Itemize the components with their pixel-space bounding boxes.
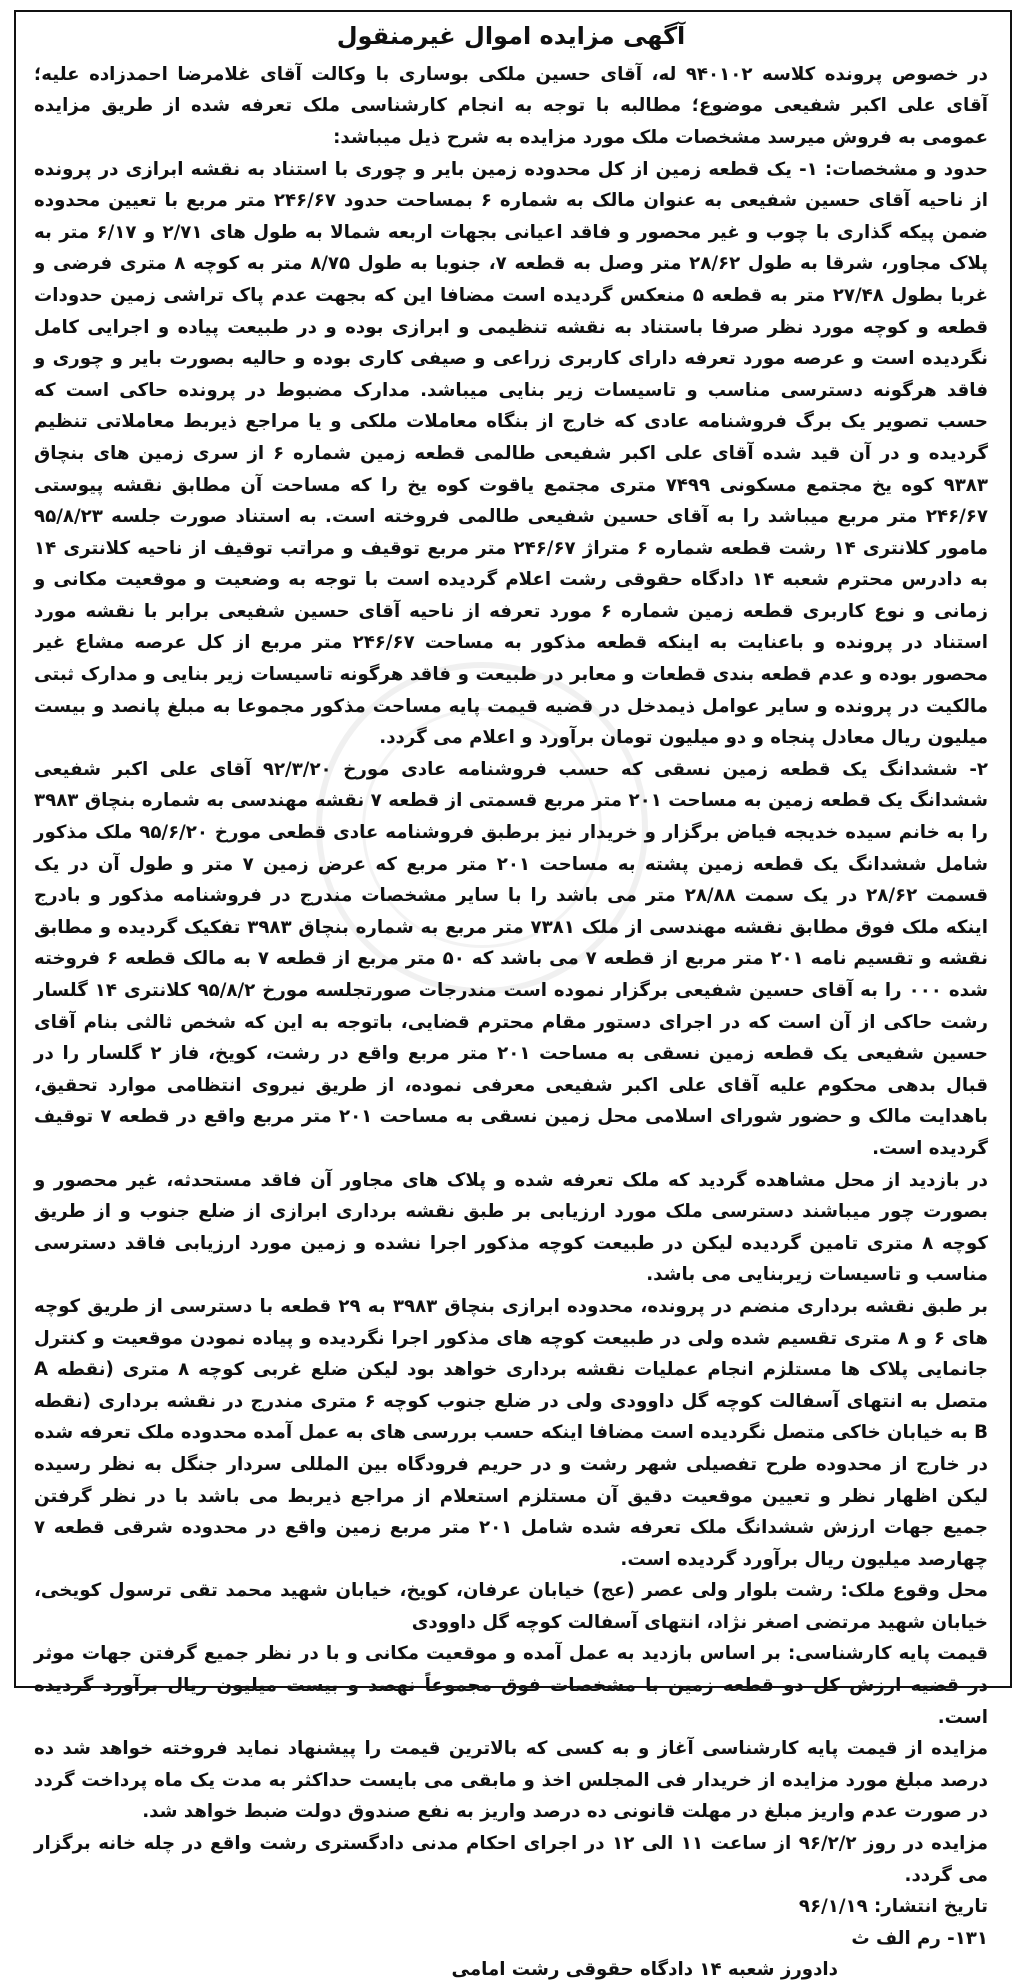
publish-date: تاریخ انتشار: ۹۶/۱/۱۹ xyxy=(798,1896,988,1918)
notice-footer xyxy=(34,1891,988,1986)
auction-terms-paragraph: مزایده از قیمت پایه کارشناسی آغاز و به کسی که بالاترین قیمت را پیشنهاد نماید فروخته خواهد شد ده درصد مبلغ مورد مزایده از خریدار فی المجلس اخذ و مابقی می بایست حداکثر به مدت یک ماه پرداخت گردد در صورت عدم واریز مبلغ در مهلت قانونی ده درصد واریز به نفع صندوق دولت ضبط خواهد شد. xyxy=(34,1738,988,1823)
survey-paragraph: بر طبق نقشه برداری منضم در پرونده، محدوده ابرازی بنچاق ۳۹۸۳ به ۲۹ قطعه با دسترسی از طریق کوچه های ۶ و ۸ متری تقسیم شده ولی در طبیعت کوچه های مذکور اجرا نگردیده و پیاده نمودن موقعیت و کنترل جانمایی پلاک ها مستلزم انجام عملیات نقشه برداری خواهد بود لیکن ضلع غربی کوچه ۸ متری (نقطه A متصل به انتهای آسفالت کوچه گل داوودی ولی در ضلع جنوب کوچه ۶ متری مندرج در نقشه برداری (نقطه B به خیابان خاکی متصل نگردیده است مضافا اینکه حسب بررسی های به عمل آمده محدوده ملک تعرفه شده در خارج از محدوده طرح تفصیلی شهر رشت و در حریم فرودگاه بین المللی سردار جنگل به نظر رسیده لیکن اظهار نظر و تعیین موقعیت دقیق آن مستلزم استعلام از مراجع ذیربط می باشد با در نظر گرفتن جمیع جهات ارزش ششدانگ ملک تعرفه شده شامل ۲۰۱ متر مربع زمین واقع در محدوده شرقی قطعه ۷ چهارصد میلیون ریال برآورد گردیده است. xyxy=(34,1295,988,1570)
site-visit-paragraph: در بازدید از محل مشاهده گردید که ملک تعرفه شده و پلاک های مجاور آن فاقد مستحدثه، غیر محصور و بصورت چور میباشند دسترسی ملک مورد ارزیابی بر طبق نقشه برداری ابرازی از ضلع جنوب و از طریق کوچه ۸ متری تامین گردیده لیکن در طبیعت کوچه مذکور اجرا نشده و زمین مورد ارزیابی فاقد دسترسی مناسب و تاسیسات زیربنایی می باشد. xyxy=(34,1169,989,1286)
notice-title: آگهی مزایده اموال غیرمنقول xyxy=(336,22,686,50)
location-paragraph: محل وقوع ملک: رشت بلوار ولی عصر (عج) خیابان عرفان، کویخ، خیابان شهید محمد تقی ترسول کویخی، خیابان شهید مرتضی اصغر نژاد، انتهای آسفالت کوچه گل داوودی xyxy=(34,1580,988,1633)
auction-notice xyxy=(14,10,1012,1981)
property-1-paragraph: حدود و مشخصات: ۱- یک قطعه زمین از کل محدوده زمین بایر و چوری با استناد به نقشه ابرازی در پرونده از ناحیه آقای حسین شفیعی به عنوان مالک به شماره ۶ بمساحت حدود ۲۴۶/۶۷ متر مربع با تعیین محدوده ضمن پیکه گذاری با چوب و غیر محصور و فاقد اعیانی بجهات اربعه شمالا به طول های ۲/۷۱ و ۶/۱۷ متر به پلاک مجاور، شرقا به طول ۲۸/۶۲ متر وصل به قطعه ۷، جنوبا به طول ۸/۷۵ متر به کوچه ۸ متری فرضی و غربا بطول ۲۷/۴۸ متر به قطعه ۵ منعکس گردیده است مضافا این که بجهت عدم پاک تراشی زمین حدودات قطعه و کوچه مورد نظر صرفا باستناد به نقشه تنظیمی و ابرازی بوده و در طبیعت پیاده و اجرایی کامل نگردیده است و عرصه مورد تعرفه دارای کاربری زراعی و صیفی کاری بوده و حالیه بصورت بایر و چوری و فاقد هرگونه دسترسی مناسب و تاسیسات زیر بنایی میباشد. مدارک مضبوط در پرونده حاکی است که حسب تصویر یک برگ فروشنامه عادی که خارج از بنگاه معاملات ملکی و یا مراجع ذیربط معاملاتی تنظیم گردیده و در آن قید شده آقای علی اکبر شفیعی طالمی قطعه زمین شماره ۶ از سری زمین های بنچاق ۹۳۸۳ کوه یخ مجتمع مسکونی ۷۴۹۹ متری مجتمع یاقوت کوه یخ را که مساحت آن مطابق نقشه پیوستی ۲۴۶/۶۷ متر مربع میباشد را به آقای حسین شفیعی طالمی فروخته است. به استناد صورت جلسه ۹۵/۸/۲۳ مامور کلانتری ۱۴ رشت قطعه شماره ۶ متراژ ۲۴۶/۶۷ متر مربع توقیف و مراتب توقیف از ناحیه کلانتری ۱۴ به دادرس محترم شعبه ۱۴ دادگاه حقوقی رشت اعلام گردیده است با توجه به وضعیت و موقعیت مکانی و زمانی و نوع کاربری قطعه زمین شماره ۶ مورد تعرفه از ناحیه آقای حسین شفیعی برابر با نقشه مورد استناد در پرونده و باعنایت به اینکه قطعه مذکور به مساحت ۲۴۶/۶۷ متر مربع از کل عرصه مشاع غیر محصور بوده و عدم قطعه بندی قطعات و معابر در طبیعت و فاقد هرگونه تاسیسات زیر بنایی و مدارک ثبتی مالکیت در پرونده و سایر عوامل ذیمدخل در قضیه قیمت پایه مساحت مذکور مجموعا به مبلغ پانصد و بیست میلیون ریال معادل پنجاه و دو میلیون تومان برآورد و اعلام می گردد. xyxy=(34,158,989,749)
intro-paragraph: در خصوص پرونده کلاسه ۹۴۰۱۰۲ له، آقای حسین ملکی بوساری با وکالت آقای غلامرضا احمدزاده علیه؛ آقای علی اکبر شفیعی موضوع؛ مطالبه با توجه به انجام کارشناسی ملک تعرفه شده از طریق مزایده عمومی به فروش میرسد مشخصات ملک مورد مزایده به شرح ذیل میباشد: xyxy=(34,63,988,148)
property-2-paragraph: ۲- ششدانگ یک قطعه زمین نسقی که حسب فروشنامه عادی مورخ ۹۲/۳/۲۰ آقای علی اکبر شفیعی ششدانگ یک قطعه زمین به مساحت ۲۰۱ متر مربع قسمتی از قطعه ۷ نقشه مهندسی به شماره بنچاق ۳۹۸۳ را به خانم سیده خدیجه فیاض برگزار و خریدار نیز برطبق فروشنامه عادی قطعی مورخ ۹۵/۶/۲۰ ملک مذکور شامل ششدانگ یک قطعه زمین پشته به مساحت ۲۰۱ متر مربع که عرض زمین ۷ متر و طول آن در یک قسمت ۲۸/۶۲ در یک سمت ۲۸/۸۸ متر می باشد را با سایر مشخصات مندرج در فروشنامه مذکور و بادرج اینکه ملک فوق مطابق نقشه مهندسی از ملک ۷۳۸۱ متر مربع به شماره بنچاق ۳۹۸۳ تفکیک گردیده و مطابق نقشه و تقسیم نامه ۲۰۱ متر مربع از قطعه ۷ می باشد که ۵۰ متر مربع از قطعه ۷ به مالک قطعه ۶ فروخته شده ۰۰۰ را به آقای حسین شفیعی برگزار نموده است مندرجات صورتجلسه مورخ ۹۵/۸/۲ کلانتری ۱۴ گلسار رشت حاکی از آن است که در اجرای دستور مقام محترم قضایی، باتوجه به این که شخص ثالثی بنام آقای حسین شفیعی یک قطعه زمین نسقی به مساحت ۲۰۱ متر مربع واقع در رشت، کویخ، فاز ۲ گلسار را در قبال بدهی محکوم علیه آقای علی اکبر شفیعی معرفی نموده، از طریق نیروی انتظامی موارد تحقیق، باهدایت مالک و حضور شورای اسلامی محل زمین نسقی به مساحت ۲۰۱ متر مربع واقع در قطعه ۷ توقیف گردیده است. xyxy=(34,758,989,1159)
signature: دادورز شعبه ۱۴ دادگاه حقوقی رشت امامی xyxy=(451,1959,838,1981)
base-price-paragraph: قیمت پایه کارشناسی: بر اساس بازدید به عمل آمده و موقعیت مکانی و با در نظر جمیع گرفتن جهات موثر در قضیه ارزش کل دو قطعه زمین با مشخصات فوق مجموعاً نهصد و بیست میلیون ریال برآورد گردیده است. xyxy=(34,1643,988,1728)
reference-code: ۱۳۱- رم الف ث xyxy=(851,1927,988,1949)
auction-date-paragraph: مزایده در روز ۹۶/۲/۲ از ساعت ۱۱ الی ۱۲ در اجرای احکام مدنی دادگستری رشت واقع در چله خانه برگزار می گردد. xyxy=(34,1833,988,1886)
